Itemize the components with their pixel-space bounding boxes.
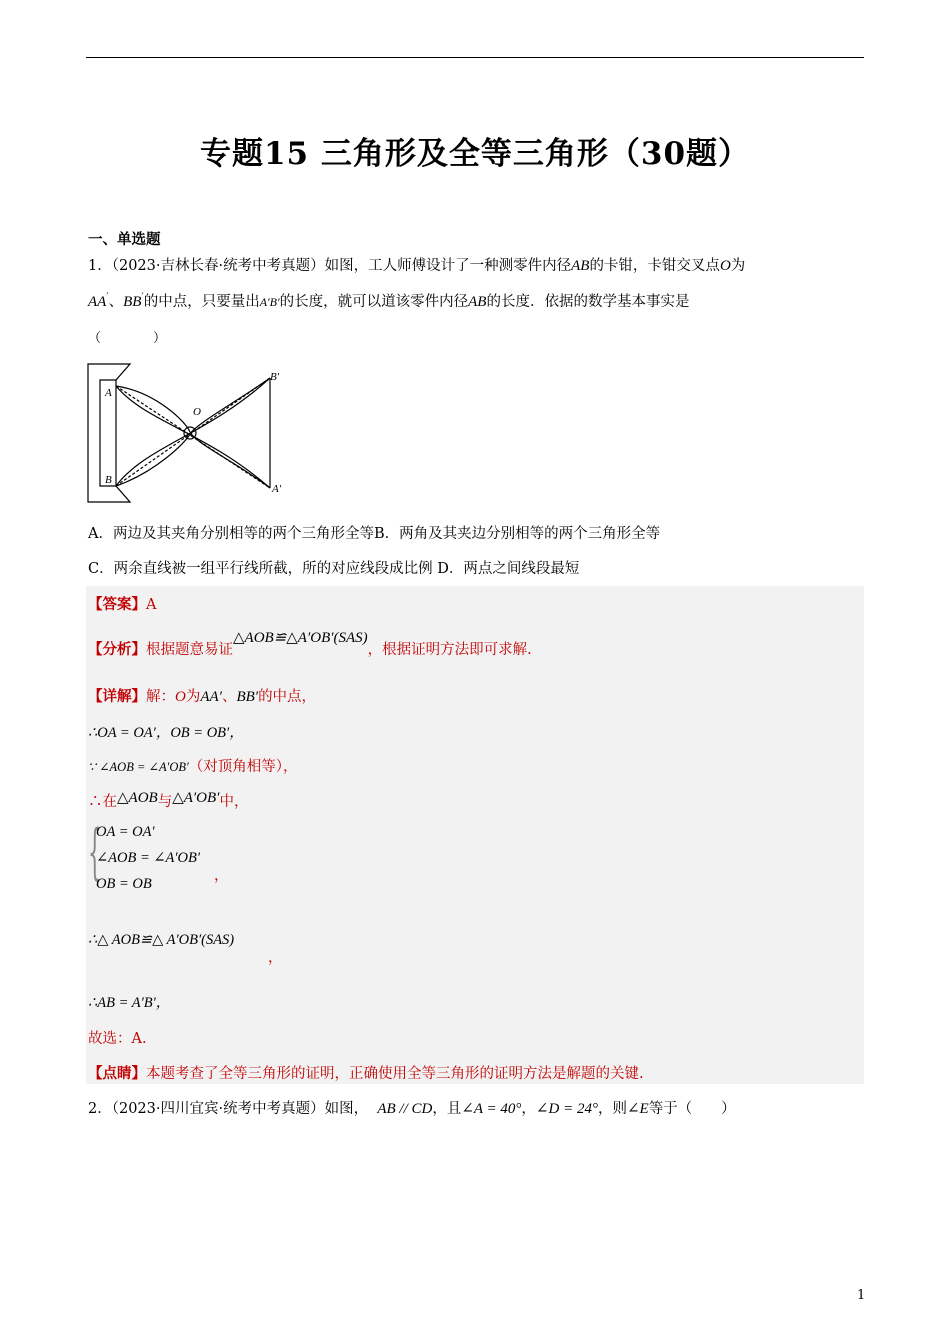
comment-text: 本题考查了全等三角形的证明，正确使用全等三角形的证明方法是解题的关键. bbox=[146, 1066, 644, 1082]
q2-source: （2023·四川宜宾·统考中考真题）如图， bbox=[111, 1101, 369, 1117]
q2-math: AB // CD bbox=[377, 1101, 433, 1117]
detail-tag: 【详解】 bbox=[88, 688, 146, 705]
caliper-figure bbox=[86, 362, 290, 506]
system-line-3: OB = OB bbox=[96, 876, 152, 892]
solution-text: 中， bbox=[219, 794, 249, 810]
q1-apbp: A′B′ bbox=[259, 295, 280, 309]
option-d[interactable]: D．两点之间线段最短 bbox=[437, 561, 580, 577]
q2-math: ∠D = 24° bbox=[535, 1101, 598, 1117]
solution-panel bbox=[86, 586, 864, 1084]
detail-row bbox=[88, 685, 316, 706]
q1-paren: （ ） bbox=[88, 331, 167, 346]
answer-row bbox=[88, 593, 156, 614]
q2-text: ，且 bbox=[432, 1101, 462, 1117]
system-line-2: ∠AOB = ∠A′OB′ bbox=[96, 850, 201, 866]
q2-math: ∠E bbox=[626, 1101, 649, 1117]
q1-o: O bbox=[719, 258, 731, 274]
page-title: 专题15 三角形及全等三角形（30题） bbox=[199, 136, 751, 172]
q2-text: ，则 bbox=[597, 1101, 627, 1117]
label-ap: A′ bbox=[272, 483, 282, 495]
option-c[interactable]: C．两余直线被一组平行线所截，所的对应线段成比例 bbox=[88, 561, 433, 577]
detail-bb: BB′ bbox=[236, 689, 259, 705]
analysis-text: ，根据证明方法即可求解. bbox=[367, 642, 532, 658]
q1-text: 的长度．依据的数学基本事实是 bbox=[486, 294, 690, 310]
page-number: 1 bbox=[857, 1288, 866, 1303]
q1-text: 的长度，就可以道该零件内径 bbox=[279, 294, 469, 310]
q1-number: 1． bbox=[88, 258, 112, 274]
section-heading: 一、单选题 bbox=[88, 231, 161, 248]
q1-ab: AB bbox=[468, 294, 487, 310]
system-line-1: OA = OA′ bbox=[96, 824, 155, 840]
comment-tag: 【点睛】 bbox=[88, 1065, 146, 1082]
label-b: B bbox=[105, 474, 112, 486]
q2-line bbox=[88, 1097, 736, 1118]
q1-options-row-2 bbox=[88, 557, 579, 578]
q2-text: 等于（ ） bbox=[648, 1101, 736, 1117]
answer-value: A bbox=[146, 597, 157, 613]
q1-options-row-1 bbox=[88, 522, 660, 543]
analysis-tag: 【分析】 bbox=[88, 641, 146, 658]
solution-text: 与 bbox=[157, 794, 173, 810]
solution-math: ∵ ∠AOB = ∠A′OB′ bbox=[88, 760, 189, 774]
label-a: A bbox=[105, 387, 112, 399]
q2-text: ， bbox=[521, 1101, 536, 1117]
option-b[interactable]: B．两角及其夹边分别相等的两个三角形全等 bbox=[373, 526, 661, 542]
q1-bb: BB bbox=[123, 294, 142, 310]
detail-o: O bbox=[175, 689, 186, 705]
answer-tag: 【答案】 bbox=[88, 596, 146, 613]
triangle-aob: △AOB bbox=[117, 790, 158, 806]
label-bp: B′ bbox=[270, 371, 280, 383]
solution-text: ∴在 bbox=[88, 794, 117, 810]
solution-line-1: ∴OA = OA′，OB = OB′， bbox=[88, 725, 244, 741]
brace-icon: { bbox=[88, 817, 102, 887]
solution-line-3 bbox=[88, 790, 248, 811]
solution-text: （对顶角相等）， bbox=[188, 759, 298, 775]
analysis-text: 根据题意易证 bbox=[146, 642, 233, 658]
detail-aa: AA′ bbox=[200, 689, 222, 705]
analysis-math: △AOB≌△A′OB′(SAS) bbox=[233, 630, 368, 646]
analysis-row bbox=[88, 630, 532, 659]
triangle-apobp: △A′OB′ bbox=[172, 790, 220, 806]
detail-text: 解： bbox=[146, 689, 175, 705]
detail-text: 为 bbox=[185, 689, 201, 705]
q1-line-2: AA′、BB′的中点，只要量出A′B′的长度，就可以道该零件内径AB的长度．依据的数学基本事实是 bbox=[88, 292, 690, 310]
q2-math: ∠A = 40° bbox=[461, 1101, 522, 1117]
q1-aa: AA bbox=[88, 294, 107, 310]
q1-source: （2023·吉林长春·统考中考真题）如图，工人师傅设计了一种测零件内径 bbox=[111, 258, 572, 274]
solution-comma: ， bbox=[268, 950, 283, 966]
system-comma: ， bbox=[214, 868, 229, 884]
q1-line-1 bbox=[88, 254, 745, 275]
solution-line-5: ∴AB = A′B′， bbox=[88, 995, 171, 1011]
q1-ab: AB bbox=[571, 258, 590, 274]
label-o: O bbox=[193, 406, 201, 418]
q1-text: 的中点，只要量出 bbox=[143, 294, 260, 310]
solution-line-4: ∴△ AOB≌△ A′OB′(SAS) bbox=[88, 932, 235, 948]
option-a[interactable]: A．两边及其夹角分别相等的两个三角形全等 bbox=[88, 526, 374, 542]
solution-line-2 bbox=[88, 755, 298, 776]
q1-text: 为 bbox=[730, 258, 746, 274]
comment-row bbox=[88, 1062, 644, 1083]
q1-sep: 、 bbox=[108, 294, 124, 310]
q2-number: 2． bbox=[88, 1101, 112, 1117]
detail-text: 、 bbox=[221, 689, 237, 705]
q1-text: 的卡钳，卡钳交叉点 bbox=[589, 258, 720, 274]
header-rule bbox=[86, 57, 864, 58]
solution-line-6: 故选：A. bbox=[88, 1031, 147, 1047]
detail-text: 的中点， bbox=[258, 689, 317, 705]
